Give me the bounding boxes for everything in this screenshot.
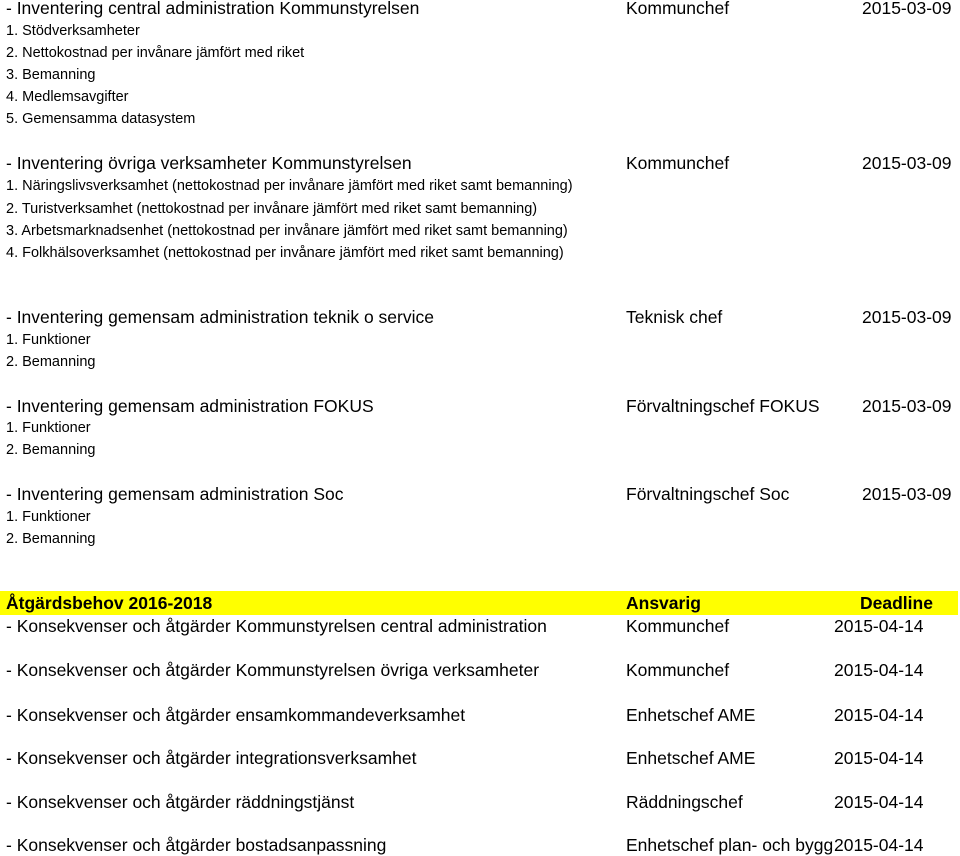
action-row [0,791,960,813]
inventory-item-label: 5. Gemensamma datasystem [6,111,196,127]
actions-header-responsible: Ansvarig [626,593,701,613]
actions-header [0,591,960,615]
inventory-item-label: 4. Folkhälsoverksamhet (nettokostnad per invånare jämfört med riket samt bemanning) [6,245,564,261]
action-deadline: 2015-04-14 [834,660,924,680]
action-row [0,704,960,726]
inventory-date: 2015-03-09 [862,0,952,18]
inventory-item-label: 2. Bemanning [6,354,96,370]
action-title: - Konsekvenser och åtgärder integrationsverksamhet [6,748,417,768]
inventory-item [0,21,960,41]
inventory-heading [0,395,960,417]
action-row [0,615,960,637]
action-title: - Konsekvenser och åtgärder räddningstjänst [6,792,355,812]
action-responsible: Kommunchef [626,660,730,680]
action-responsible: Enhetschef AME [626,748,756,768]
inventory-responsible: Förvaltningschef Soc [626,484,790,504]
inventory-item [0,440,960,460]
inventory-item-label: 2. Bemanning [6,531,96,547]
action-title: - Konsekvenser och åtgärder Kommunstyrelsen central administration [6,616,547,636]
inventory-item-label: 1. Funktioner [6,509,91,525]
inventory-item-label: 1. Funktioner [6,332,91,348]
inventory-heading [0,483,960,505]
inventory-date: 2015-03-09 [862,307,952,327]
inventory-title: - Inventering gemensam administration teknik o service [6,307,434,327]
action-responsible: Enhetschef plan- och bygg [626,835,834,855]
inventory-item [0,243,960,263]
action-deadline: 2015-04-14 [834,792,924,812]
inventory-item [0,65,960,85]
inventory-title: - Inventering övriga verksamheter Kommunstyrelsen [6,153,412,173]
inventory-item [0,199,960,219]
inventory-date: 2015-03-09 [862,153,952,173]
inventory-item [0,176,960,196]
inventory-item-label: 2. Bemanning [6,442,96,458]
action-title: - Konsekvenser och åtgärder bostadsanpassning [6,835,387,855]
inventory-item [0,87,960,107]
action-title: - Konsekvenser och åtgärder ensamkommandeverksamhet [6,705,466,725]
action-deadline: 2015-04-14 [834,705,924,725]
inventory-item [0,529,960,549]
action-responsible: Räddningschef [626,792,743,812]
inventory-item [0,352,960,372]
inventory-date: 2015-03-09 [862,396,952,416]
action-row [0,659,960,681]
inventory-item [0,43,960,63]
inventory-title: - Inventering gemensam administration FOKUS [6,396,374,416]
inventory-item [0,221,960,241]
actions-header-deadline: Deadline [860,593,933,613]
inventory-item-label: 2. Nettokostnad per invånare jämfört med riket [6,45,305,61]
inventory-item-label: 1. Funktioner [6,420,91,436]
action-row [0,834,960,856]
inventory-responsible: Kommunchef [626,0,730,18]
inventory-item [0,330,960,350]
inventory-item-label: 2. Turistverksamhet (nettokostnad per invånare jämfört med riket samt bemanning) [6,201,538,217]
actions-header-title: Åtgärdsbehov 2016-2018 [6,593,213,613]
inventory-item [0,418,960,438]
inventory-item-label: 3. Bemanning [6,67,96,83]
inventory-item-label: 1. Näringslivsverksamhet (nettokostnad per invånare jämfört med riket samt bemanning) [6,178,573,194]
inventory-responsible: Teknisk chef [626,307,723,327]
inventory-heading [0,152,960,174]
action-title: - Konsekvenser och åtgärder Kommunstyrelsen övriga verksamheter [6,660,540,680]
action-row [0,747,960,769]
inventory-date: 2015-03-09 [862,484,952,504]
action-responsible: Enhetschef AME [626,705,756,725]
inventory-item [0,109,960,129]
inventory-title: - Inventering central administration Kommunstyrelsen [6,0,420,18]
inventory-item-label: 4. Medlemsavgifter [6,89,129,105]
inventory-responsible: Förvaltningschef FOKUS [626,396,820,416]
inventory-heading [0,0,960,19]
inventory-item [0,507,960,527]
inventory-heading [0,306,960,328]
action-deadline: 2015-04-14 [834,748,924,768]
inventory-title: - Inventering gemensam administration Soc [6,484,344,504]
inventory-item-label: 3. Arbetsmarknadsenhet (nettokostnad per invånare jämfört med riket samt bemanning) [6,223,568,239]
inventory-responsible: Kommunchef [626,153,730,173]
action-responsible: Kommunchef [626,616,730,636]
inventory-item-label: 1. Stödverksamheter [6,23,140,39]
action-deadline: 2015-04-14 [834,616,924,636]
action-deadline: 2015-04-14 [834,835,924,855]
